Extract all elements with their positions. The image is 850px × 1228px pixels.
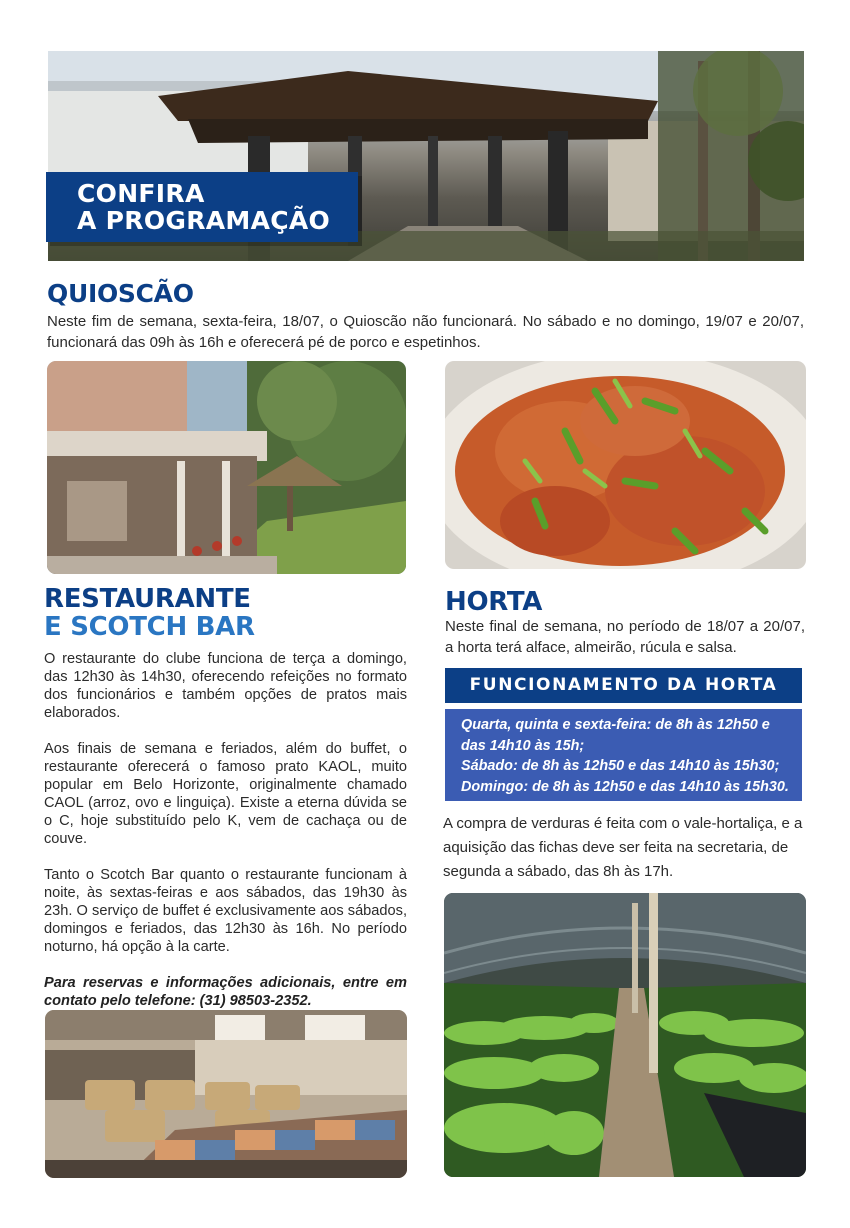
restaurante-contact: Para reservas e informações adicionais, entre em contato pelo telefone: (31) 98503-2352. bbox=[44, 975, 407, 1009]
restaurante-heading bbox=[44, 585, 255, 641]
hero-title-line2: A PROGRAMAÇÃO bbox=[77, 206, 331, 235]
horta-hours-weekdays: Quarta, quinta e sexta-feira: de 8h às 12h50 e das 14h10 às 15h; bbox=[461, 717, 770, 754]
horta-heading: HORTA bbox=[445, 587, 543, 617]
hero-title-line1: CONFIRA bbox=[77, 179, 205, 208]
greenhouse-photo bbox=[444, 893, 806, 1177]
restaurante-paragraph-2: Aos finais de semana e feriados, além do buffet, o restaurante oferecerá o famoso prato KAOL, muito popular em Belo Horizonte, originalmente chamado CAOL (arroz, ovo e linguiça). Existe a eterna dúvida se o C, hoje substituído pelo K, vem de cachaça ou de couve. bbox=[44, 741, 407, 847]
quioscao-heading: QUIOSCÃO bbox=[47, 279, 194, 308]
horta-hours-saturday: Sábado: de 8h às 12h50 e das 14h10 às 15h30; bbox=[461, 758, 780, 774]
horta-text: Neste final de semana, no período de 18/07 a 20/07, a horta terá alface, almeirão, rúcula e salsa. bbox=[445, 618, 805, 656]
horta-purchase-text: A compra de verduras é feita com o vale-hortaliça, e a aquisição das fichas deve ser feita na secretaria, de segunda a sábado, das 8h às 17h. bbox=[443, 815, 803, 880]
horta-hours-sunday: Domingo: de 8h às 12h50 e das 14h10 às 15h30. bbox=[461, 778, 789, 795]
restaurante-paragraph-1: O restaurante do clube funciona de terça a domingo, das 12h30 às 14h30, oferecendo refeições no formato dos funcionários e também opções de pratos mais elaborados. bbox=[44, 651, 407, 721]
restaurante-heading-line1: RESTAURANTE bbox=[44, 584, 251, 614]
restaurante-paragraph-3: Tanto o Scotch Bar quanto o restaurante funcionam à noite, às sextas-feiras e aos sábados, das 19h30 às 23h. O serviço de buffet é exclusivamente aos sábados, domingos e feriados, das 12h30 às 16h. No período noturno, há opção à la carte. bbox=[44, 867, 407, 955]
restaurante-heading-line2: E SCOTCH BAR bbox=[44, 612, 255, 642]
horta-hours-box bbox=[445, 709, 802, 801]
quioscao-text: Neste fim de semana, sexta-feira, 18/07, o Quioscão não funcionará. No sábado e no domingo, 19/07 e 20/07, funcionará das 09h às 16h e oferecerá pé de porco e espetinhos. bbox=[47, 313, 804, 351]
horta-hours-title: FUNCIONAMENTO DA HORTA bbox=[445, 668, 802, 703]
restaurante-text bbox=[44, 650, 407, 1028]
hero-title-banner bbox=[46, 172, 358, 242]
pork-dish-photo bbox=[445, 361, 806, 569]
restaurant-interior-photo bbox=[45, 1010, 407, 1178]
restaurant-exterior-photo bbox=[47, 361, 406, 574]
